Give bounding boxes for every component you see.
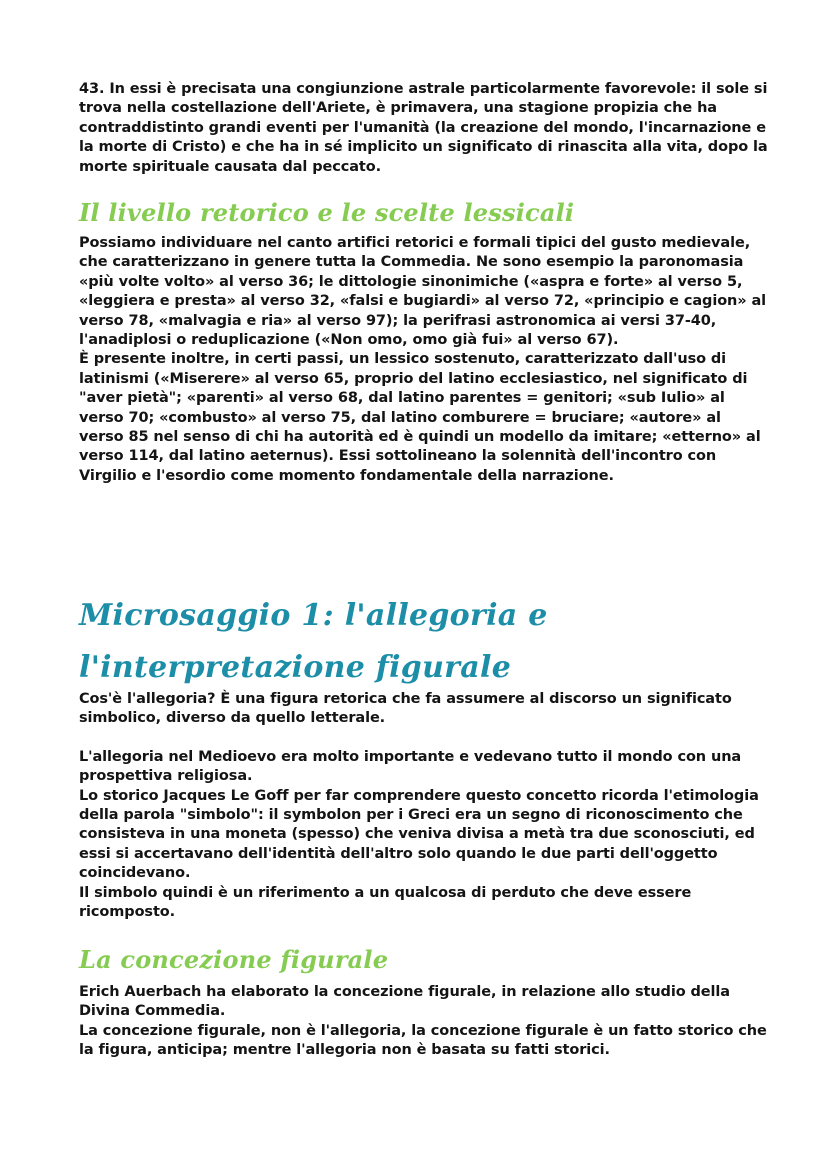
microsaggio-paragraph-2: L'allegoria nel Medioevo era molto importante e vedevano tutto il mondo con una prospettiva religiosa.	[79, 748, 742, 785]
section-heading-retorico: Il livello retorico e le scelte lessicali	[79, 198, 575, 227]
microsaggio-paragraph-4: Il simbolo quindi è un riferimento a un qualcosa di perduto che deve essere ricomposto.	[79, 884, 692, 921]
retorico-body	[79, 234, 769, 486]
microsaggio-body	[79, 690, 769, 922]
figurale-paragraph-1: Erich Auerbach ha elaborato la concezione figurale, in relazione allo studio della Divina Commedia.	[79, 984, 730, 1020]
intro-text: 43. In essi è precisata una congiunzione astrale particolarmente favorevole: il sole si trova nella costellazione dell'Ariete, è primavera, una stagione propizia che ha contraddistinto grandi eventi per l'umanità (la creazione del mondo, l'incarnazione e la morte di Cristo) e che ha in sé implicito un significato di rinascita alla vita, dopo la morte spirituale causata dal peccato.	[79, 81, 768, 175]
microsaggio-paragraph-3: Lo storico Jacques Le Goff per far comprendere questo concetto ricorda l'etimologia della parola "simbolo": il symbolon per i Greci era un segno di riconoscimento che consisteva in una moneta (spesso) che veniva divisa a metà tra due sconosciuti, ed essi si accertavano dell'identità dell'altro solo quando le due parti dell'oggetto coincidevano.	[79, 787, 759, 882]
retorico-paragraph-1: Possiamo individuare nel canto artifici retorici e formali tipici del gusto medievale, che caratterizzano in genere tutta la Commedia. Ne sono esempio la paronomasia «più volte volto» al verso 36; le dittologie sinonimiche («aspra e forte» al verso 5, «leggiera e presta» al verso 32, «falsi e bugiardi» al verso 72, «principio e cagion» al verso 78, «malvagia e ria» al verso 97); la perifrasi astronomica ai versi 37-40, l'anadiplosi o reduplicazione («Non omo, omo già fui» al verso 67).	[79, 235, 767, 349]
section-heading-figurale: La concezione figurale	[79, 945, 389, 974]
section-heading-microsaggio: Microsaggio 1: l'allegoria e l'interpretazione figurale	[79, 598, 548, 685]
figurale-body	[79, 983, 769, 1061]
figurale-paragraph-2: La concezione figurale, non è l'allegoria, la concezione figurale è un fatto storico che la figura, anticipa; mentre l'allegoria non è basata su fatti storici.	[79, 1022, 767, 1059]
microsaggio-paragraph-1: Cos'è l'allegoria? È una figura retorica che fa assumere al discorso un significato simbolico, diverso da quello letterale.	[79, 691, 732, 727]
retorico-paragraph-2: È presente inoltre, in certi passi, un lessico sostenuto, caratterizzato dall'uso di latinismi («Miserere» al verso 65, proprio del latino ecclesiastico, nel significato di "aver pietà"; «parenti» al verso 68, dal latino parentes = genitori; «sub Iulio» al verso 70; «combusto» al verso 75, dal latino comburere = bruciare; «autore» al verso 85 nel senso di chi ha autorità ed è quindi un modello da imitare; «etterno» al verso 114, dal latino aeternus). Essi sottolineano la solennità dell'incontro con Virgilio e l'esordio come momento fondamentale della narrazione.	[79, 351, 761, 484]
intro-paragraph	[79, 80, 769, 177]
